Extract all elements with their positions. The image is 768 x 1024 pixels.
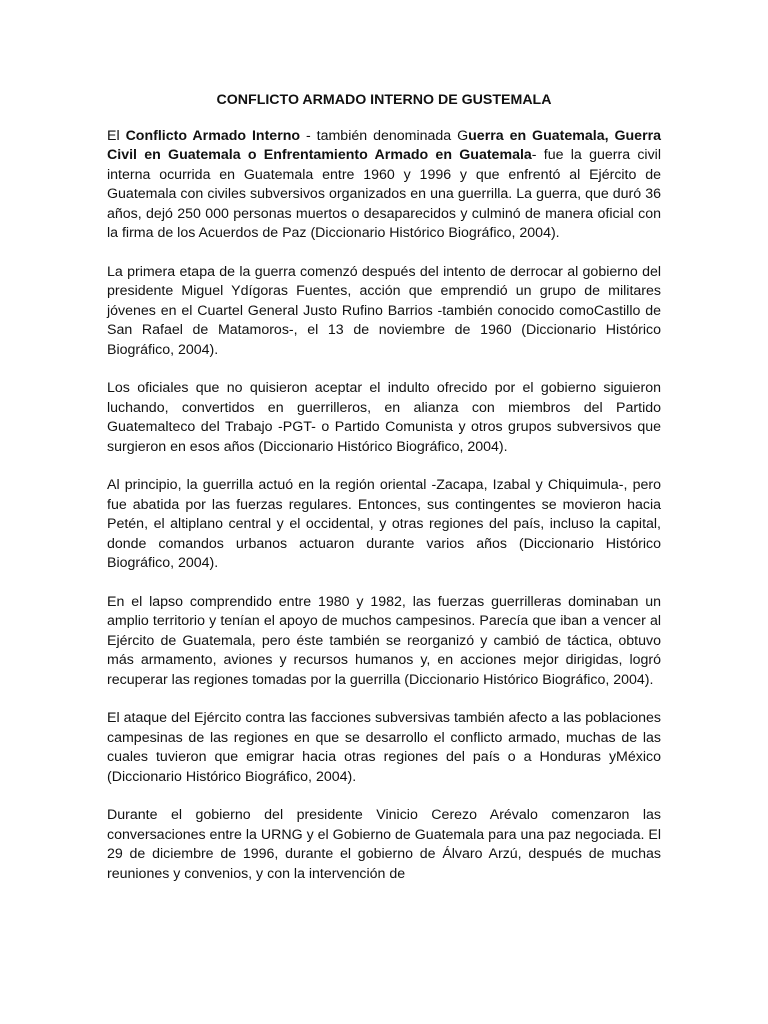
paragraph-1-rest: - fue la guerra civil interna ocurrida en Guatemala entre 1960 y 1996 y que enfrentó al Ejército de Guatemala con civiles subversivos organizados en una guerrilla. La guerra, que duró 36 años, dejó 250 000 personas muertos o desaparecidos y culminó de manera oficial con la firma de los Acuerdos de Paz (Diccionario Histórico Biográfico, 2004). <box>107 147 661 241</box>
paragraph-1-mid: - también denominada G <box>300 127 469 144</box>
document-title: CONFLICTO ARMADO INTERNO DE GUSTEMALA <box>216 92 552 108</box>
paragraph-1-bold-term: Conflicto Armado Interno <box>125 127 301 144</box>
paragraph-7: Durante el gobierno del presidente Vinicio Cerezo Arévalo comenzaron las conversaciones entre la URNG y el Gobierno de Guatemala para una paz negociada. El 29 de diciembre de 1996, durante el gobierno de Álvaro Arzú, después de muchas reuniones y convenios, y con la intervención de <box>107 807 661 882</box>
paragraph-1 <box>107 127 661 244</box>
paragraph-5: En el lapso comprendido entre 1980 y 1982, las fuerzas guerrilleras dominaban un amplio territorio y tenían el apoyo de muchos campesinos. Parecía que iban a vencer al Ejército de Guatemala, pero éste también se reorganizó y cambió de táctica, obtuvo más armamento, aviones y recursos humanos y, en acciones mejor dirigidas, logró recuperar las regiones tomadas por la guerrilla (Diccionario Histórico Biográfico, 2004). <box>107 593 661 688</box>
paragraph-1-lead: El <box>107 127 126 144</box>
paragraph-1-bold-names: uerra en Guatemala, Guerra Civil en Guatemala o Enfrentamiento Armado en Guatemala <box>107 127 662 163</box>
paragraph-6: El ataque del Ejército contra las facciones subversivas también afecto a las poblaciones campesinas de las regiones en que se desarrollo el conflicto armado, muchas de las cuales tuvieron que emigrar hacia otras regiones del país o a Honduras yMéxico (Diccionario Histórico Biográfico, 2004). <box>107 710 661 785</box>
paragraph-2: La primera etapa de la guerra comenzó después del intento de derrocar al gobierno del presidente Miguel Ydígoras Fuentes, acción que emprendió un grupo de militares jóvenes en el Cuartel General Justo Rufino Barrios -también conocido comoCastillo de San Rafael de Matamoros-, el 13 de noviembre de 1960 (Diccionario Histórico Biográfico, 2004). <box>107 263 661 358</box>
document-body <box>107 91 661 903</box>
paragraph-4: Al principio, la guerrilla actuó en la región oriental -Zacapa, Izabal y Chiquimula-, pero fue abatida por las fuerzas regulares. Entonces, sus contingentes se movieron hacia Petén, el altiplano central y el occidental, y otras regiones del país, incluso la capital, donde comandos urbanos actuaron durante varios años (Diccionario Histórico Biográfico, 2004). <box>107 477 661 571</box>
paragraph-3: Los oficiales que no quisieron aceptar el indulto ofrecido por el gobierno siguieron luchando, convertidos en guerrilleros, en alianza con miembros del Partido Guatemalteco del Trabajo -PGT- o Partido Comunista y otros grupos subversivos que surgieron en esos años (Diccionario Histórico Biográfico, 2004). <box>107 380 661 455</box>
